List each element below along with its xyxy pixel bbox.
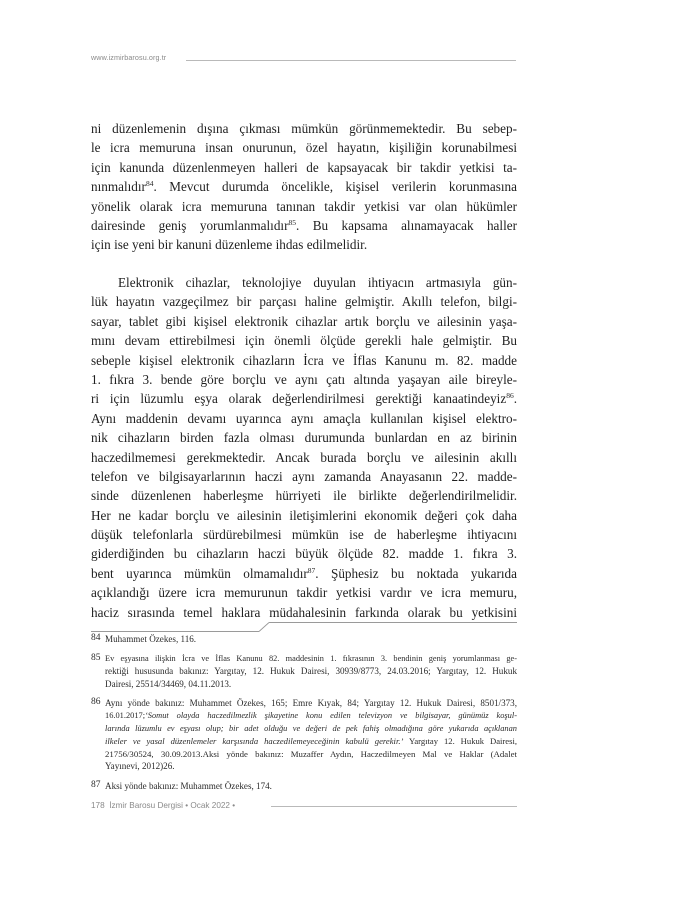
text-line	[91, 216, 517, 235]
footnote-number: 87	[91, 779, 101, 790]
header-url: www.izmirbarosu.org.tr	[91, 53, 167, 62]
footnote-85	[91, 653, 517, 691]
text-line: haciz sırasında temel haklara müdahalesinin farkında olarak bu yetkisini	[91, 604, 517, 620]
text-line: açıklandığı üzere icra memurunun takdir yetkisi vardır ve icra memuru,	[91, 585, 517, 601]
text-fragment: dairesinde geniş yorumlanmalıdır	[91, 217, 289, 233]
footnotes	[91, 633, 517, 800]
text-line: Aynı maddenin devamı uyarınca aynı amaçla kullanılan kişisel elektro-	[91, 410, 517, 426]
footnote-line: rektiği hususunda bakınız: Yargıtay, 12. Hukuk Dairesi, 30939/8773, 24.03.2016; Yargıtay, 12. Hukuk	[105, 666, 517, 677]
footnote-line: Muhammet Özekes, 116.	[105, 634, 197, 644]
issue-date: Ocak 2022	[190, 801, 230, 810]
text-line: telefon ve bilgisayarlarının haczi aynı zamanda Anayasanın 22. madde-	[91, 468, 517, 484]
text-fragment: . Mevcut durumda öncelikle, kişisel verilerin korunmasına	[153, 179, 517, 195]
footnote-line: Dairesi, 25514/34469, 04.11.2013.	[105, 678, 232, 689]
text-line: sebeple kişisel elektronik cihazların İcra ve İflas Kanunu m. 82. madde	[91, 352, 517, 368]
text-line: le icra memuruna insan onurunun, özel hayatın, kişiliğin korunabilmesi	[91, 140, 517, 156]
text-line: giderdiğinden bu cihazların haczi büyük ölçüde 82. madde 1. fıkra 3.	[91, 546, 517, 562]
footnote-line	[105, 735, 517, 748]
text-fragment: .	[513, 391, 517, 407]
text-line	[91, 177, 517, 196]
footnote-line	[105, 710, 517, 723]
footnote-fragment: 16.01.2017;	[105, 710, 146, 720]
footnote-line: 21756/30524, 30.09.2013.Aksi yönde bakınız: Muzaffer Aydın, Haczedilmeyen Mal ve Haklar (Adalet	[105, 748, 517, 759]
text-line: nik cihazların birden fazla olması durumunda bunlardan en az birinin	[91, 430, 517, 446]
text-line: düşük telefonlarla sürdürebilmesi mümkün ise de haberleşme ihtiyacını	[91, 527, 517, 543]
text-line: Elektronik cihazlar, teknolojiye duyulan ihtiyacın artmasıyla gün-	[118, 275, 517, 290]
text-line	[91, 389, 517, 408]
quote-fragment: ilkeler ve yasal düzenlemeler karşısında haczedilemeyeceğinin kabulü gerekir.’	[105, 736, 404, 747]
footnote-line: Yayınevi, 2012)26.	[105, 761, 175, 772]
footnote-ref-87[interactable]: 87	[307, 565, 316, 575]
text-line: mını devam ettirebilmesi için önemli ölçüde gerekli hale gelmiştir. Bu	[91, 333, 517, 349]
footnote-ref-85[interactable]: 85	[288, 217, 296, 227]
text-line: haczedilmemesi gerekmektedir. Ancak burada borçlu ve ailesinin akıllı	[91, 449, 517, 465]
text-line: için ise yeni bir kanuni düzenleme ihdas edilmelidir.	[91, 237, 368, 253]
text-fragment: . Şüphesiz bu noktada yukarıda	[315, 565, 517, 581]
footer-rule	[271, 806, 517, 807]
paragraph-1	[91, 119, 517, 255]
footnote-fragment: Yargıtay 12. Hukuk Dairesi,	[403, 736, 517, 747]
footnote-86	[91, 697, 517, 773]
header-rule	[186, 60, 516, 61]
text-line: yönelik olarak icra memuruna tanınan takdir yetkisi var olan hükümler	[91, 198, 517, 214]
text-line: sinde düzenlenen haberleşme hürriyeti ile birlikte değerlendirilmelidir.	[91, 488, 517, 504]
footnote-number: 85	[91, 652, 101, 663]
footnote-line: Aynı yönde bakınız: Muhammet Özekes, 165; Emre Kıyak, 84; Yargıtay 12. Hukuk Dairesi, 8501/373,	[105, 698, 517, 709]
quote-fragment: larında lüzumlu ev eşyası olup; bir adet olduğu ve değeri de pek fahiş olmadığına göre yukarıda açıklanan	[105, 723, 517, 733]
text-line	[91, 564, 517, 583]
text-line: lük hayatın vazgeçilmez bir parçası haline gelmiştir. Akıllı telefon, bilgi-	[91, 294, 517, 310]
page-number: 178	[91, 801, 105, 810]
text-line: ni düzenlemenin dışına çıkması mümkün görünmemektedir. Bu sebep-	[91, 121, 517, 136]
footnote-number: 84	[91, 633, 101, 643]
text-line: Her ne kadar borçlu ve ailesinin iletişimlerini ekonomik değeri çok daha	[91, 507, 517, 523]
footnote-87	[91, 780, 517, 793]
footnote-line: Ev eşyasına ilişkin İcra ve İflas Kanunu 82. maddesinin 1. fıkrasının 3. bendinin geniş yorumlanması ge-	[105, 653, 517, 663]
quote-fragment: ‘Somut olayda haczedilmezlik şikayetine konu edilen televizyon ve bilgisayar, günümüz koşul-	[145, 710, 517, 720]
footnote-ref-86[interactable]: 86	[506, 391, 514, 401]
page-footer	[91, 801, 517, 815]
footnote-line	[105, 723, 517, 736]
footnote-84	[91, 633, 517, 646]
journal-name: İzmir Barosu Dergisi	[109, 801, 183, 810]
text-line: sayar, tablet gibi kişisel elektronik cihazlar artık borçlu ve ailesinin yaşa-	[91, 313, 517, 329]
text-fragment: nınmalıdır	[91, 179, 146, 195]
text-fragment: bent uyarınca mümkün olmamalıdır	[91, 565, 308, 581]
footnote-ref-84[interactable]: 84	[145, 179, 154, 189]
text-line: için kanunda düzenlenmeyen halleri de kapsayacak bir takdir yetkisi ta-	[91, 159, 517, 175]
footnote-number: 86	[91, 697, 101, 708]
footnote-line: Aksi yönde bakınız: Muhammet Özekes, 174.	[105, 780, 272, 791]
footer-separator: •	[185, 801, 189, 810]
footnote-divider	[91, 621, 517, 633]
text-fragment: . Bu kapsama alınamayacak haller	[296, 217, 517, 233]
footer-separator: •	[232, 801, 236, 810]
text-fragment: ri için lüzumlu eşya olarak değerlendirilmesi gerektiği kanaatindeyiz	[91, 391, 507, 407]
paragraph-2	[91, 273, 517, 622]
text-line: 1. fıkra 3. bende göre borçlu ve aynı çatı altında yaşayan aile bireyle-	[91, 371, 517, 387]
